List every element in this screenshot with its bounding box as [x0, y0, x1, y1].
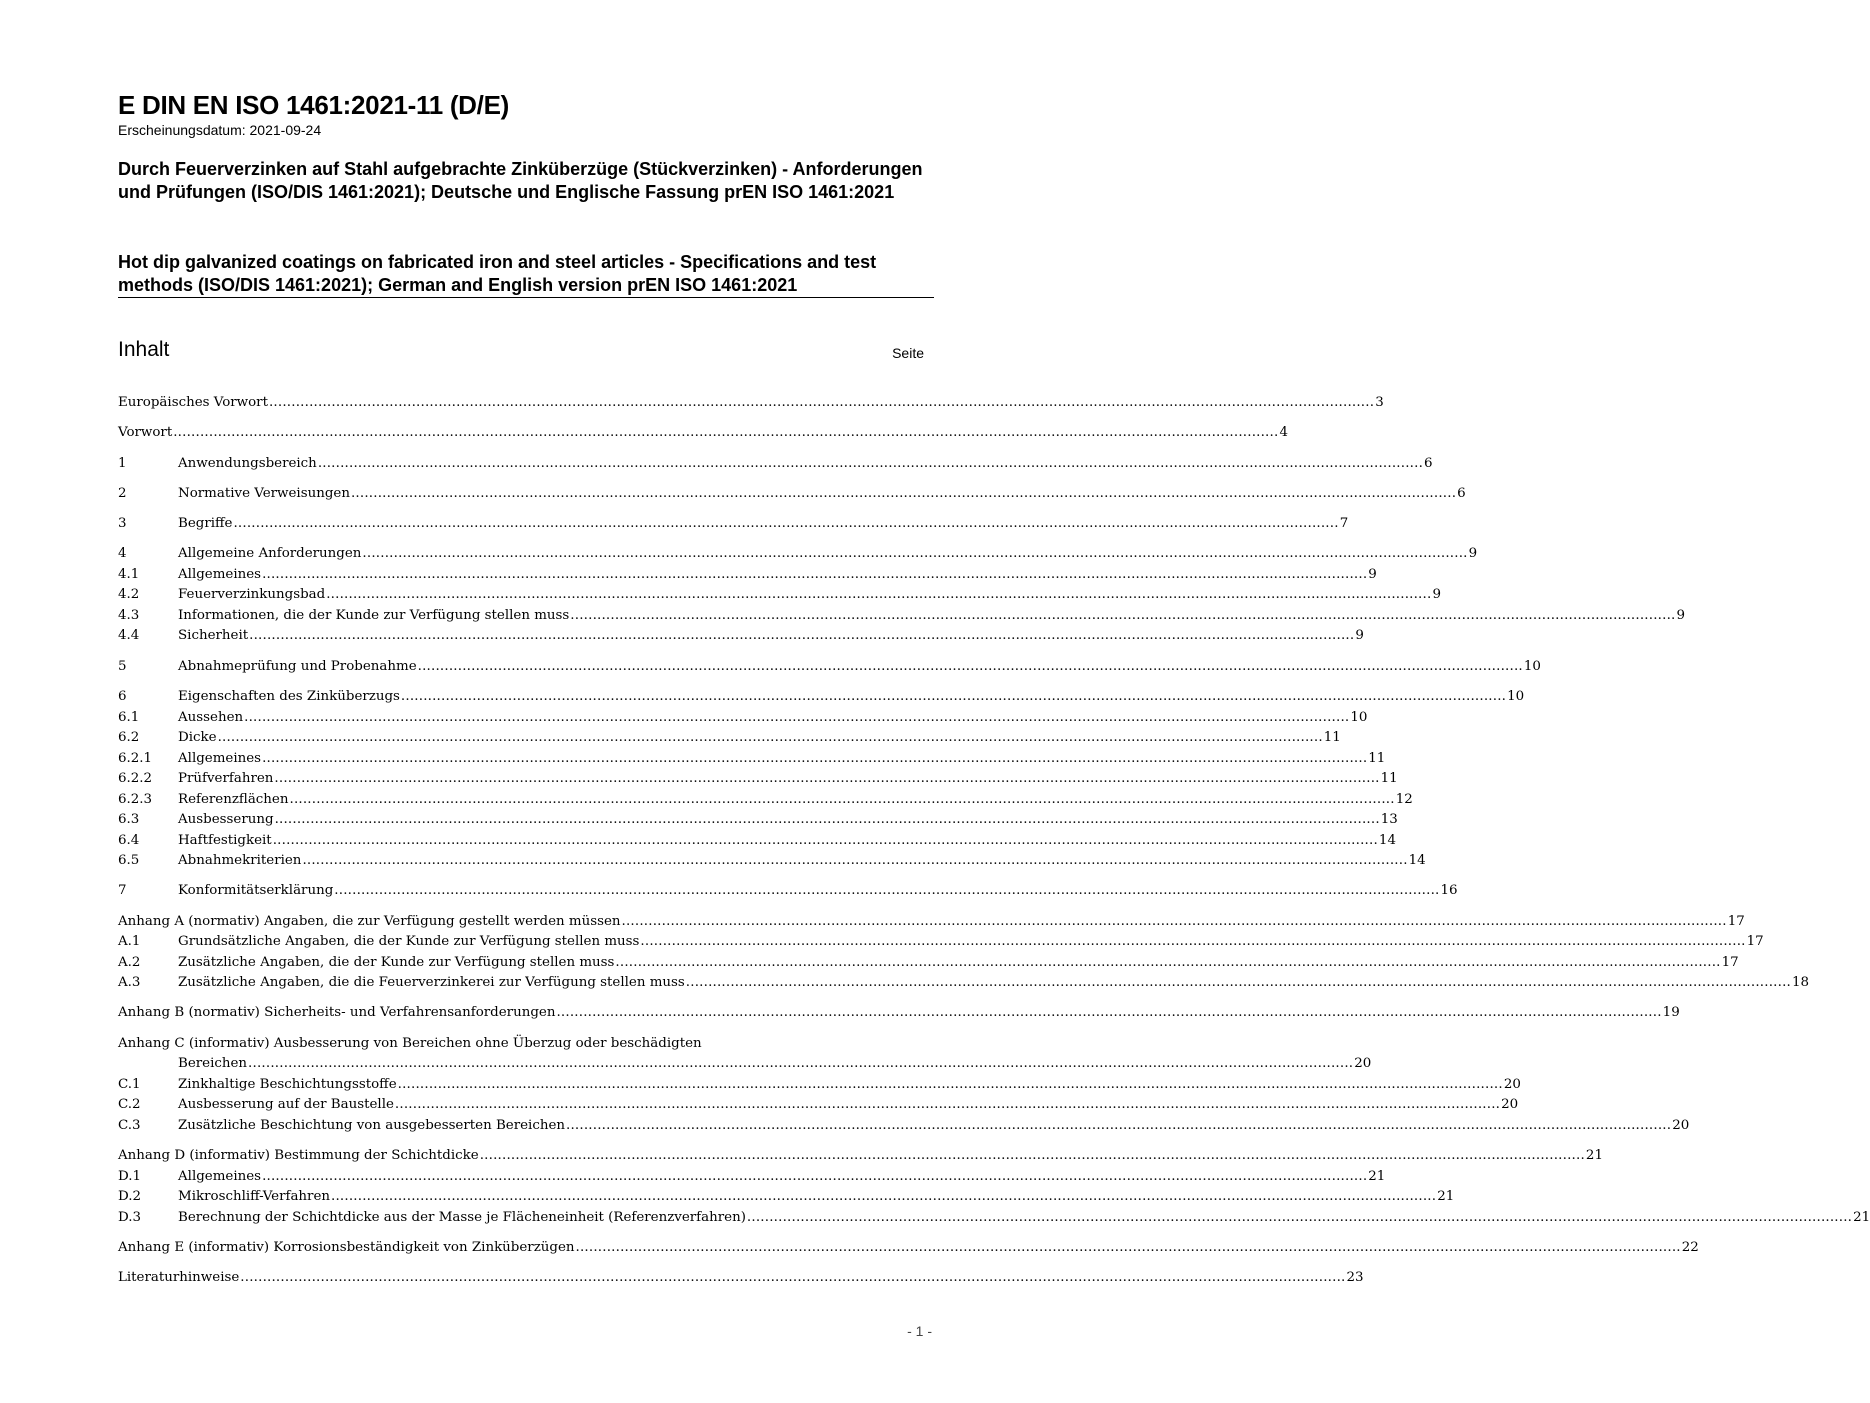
toc-entry[interactable]	[118, 851, 1426, 872]
toc-entry-page: 20	[1672, 1117, 1690, 1133]
toc-dot-leader	[262, 565, 1367, 586]
toc-entry-page: 23	[1346, 1270, 1364, 1286]
toc-entry-number: 4.2	[118, 587, 140, 603]
toc-entry-number: 6.4	[118, 832, 140, 848]
toc-entry-number: A.3	[118, 975, 141, 991]
toc-entry-number: 4	[118, 546, 127, 562]
toc-entry-label: Anhang A (normativ) Angaben, die zur Verfügung gestellt werden müssen	[118, 913, 621, 929]
toc-entry-number: D.2	[118, 1189, 142, 1205]
toc-entry-page: 20	[1354, 1056, 1372, 1072]
toc-entry-label: Informationen, die der Kunde zur Verfügung stellen muss	[178, 607, 570, 623]
toc-entry[interactable]	[118, 514, 1349, 535]
toc-entry-page: 6	[1457, 485, 1466, 501]
toc-entry-number: 6.2.2	[118, 771, 153, 787]
toc-entry[interactable]	[118, 585, 1441, 606]
toc-entry-label: Abnahmeprüfung und Probenahme	[178, 658, 417, 674]
toc-dot-leader	[622, 912, 1727, 933]
toc-entry-page: 9	[1468, 546, 1478, 562]
page-column-label: Seite	[892, 345, 924, 361]
toc-entry-page: 11	[1368, 750, 1386, 766]
toc-entry[interactable]	[118, 769, 1398, 790]
toc-entry[interactable]	[118, 657, 1541, 678]
toc-dot-leader	[395, 1095, 1500, 1116]
toc-dot-leader	[686, 973, 1791, 994]
toc-entry[interactable]	[118, 1116, 1690, 1137]
toc-entry-label: Konformitätserklärung	[178, 883, 334, 899]
toc-entry-number: 4.4	[118, 628, 140, 644]
toc-entry[interactable]	[118, 393, 1384, 414]
toc-entry-label: Normative Verweisungen	[178, 485, 350, 501]
toc-entry[interactable]	[118, 790, 1413, 811]
toc-dot-leader	[334, 881, 1439, 902]
toc-heading: Inhalt	[118, 338, 170, 361]
toc-entry-page: 21	[1368, 1168, 1386, 1184]
toc-entry[interactable]	[118, 544, 1478, 565]
toc-entry-label: Vorwort	[118, 425, 173, 441]
toc-entry[interactable]	[118, 932, 1764, 953]
toc-dot-leader	[274, 769, 1379, 790]
toc-dot-leader	[249, 626, 1354, 647]
toc-entry-page: 9	[1368, 566, 1377, 582]
toc-entry-page: 19	[1662, 1005, 1680, 1021]
toc-entry-number: 4.1	[118, 566, 140, 582]
toc-entry-page: 12	[1395, 791, 1413, 807]
toc-entry-label: Berechnung der Schichtdicke aus der Masse je Flächeneinheit (Referenzverfahren)	[178, 1209, 746, 1225]
toc-entry-label: Anhang C (informativ) Ausbesserung von Bereichen ohne Überzug oder beschädigten	[118, 1035, 702, 1051]
toc-entry-label: Eigenschaften des Zinküberzugs	[178, 689, 400, 705]
toc-entry[interactable]	[118, 953, 1739, 974]
toc-entry-label: Zusätzliche Angaben, die der Kunde zur Verfügung stellen muss	[178, 954, 615, 970]
page-number: - 1 -	[907, 1323, 932, 1339]
toc-entry-number: C.2	[118, 1097, 141, 1113]
toc-entry-label: Allgemeine Anforderungen	[178, 546, 362, 562]
toc-entry-number: 2	[118, 485, 127, 501]
toc-entry-page: 9	[1432, 587, 1441, 603]
toc-entry-page: 14	[1378, 832, 1396, 848]
toc-entry-number: 4.3	[118, 607, 140, 623]
toc-entry-page: 21	[1853, 1209, 1870, 1225]
toc-dot-leader	[326, 585, 1431, 606]
toc-entry[interactable]	[118, 1034, 930, 1055]
toc-entry-number: 6.5	[118, 853, 140, 869]
toc-entry[interactable]	[118, 1208, 1870, 1229]
toc-entry-page: 18	[1792, 975, 1810, 991]
toc-dot-leader	[398, 1075, 1503, 1096]
toc-entry-page: 13	[1380, 812, 1398, 828]
toc-entry-page: 14	[1408, 853, 1426, 869]
toc-entry-number: C.3	[118, 1117, 141, 1133]
toc-entry-page: 10	[1507, 689, 1525, 705]
toc-entry-page: 20	[1503, 1076, 1521, 1092]
toc-entry-label: Abnahmekriterien	[178, 853, 302, 869]
toc-dot-leader	[480, 1146, 1585, 1167]
toc-entry-label: Literaturhinweise	[118, 1270, 240, 1286]
toc-entry[interactable]	[118, 881, 1458, 902]
toc-entry-label: Begriffe	[178, 516, 233, 532]
toc-dot-leader	[576, 1238, 1681, 1259]
toc-entry-label: Anhang B (normativ) Sicherheits- und Verfahrensanforderungen	[118, 1005, 556, 1021]
toc-entry-page: 6	[1424, 455, 1433, 471]
toc-dot-leader	[556, 1003, 1661, 1024]
toc-entry-page: 17	[1746, 934, 1764, 950]
publication-date: Erscheinungsdatum: 2021-09-24	[118, 122, 322, 138]
toc-entry-number: 6.3	[118, 812, 140, 828]
toc-entry-label: Allgemeines	[178, 750, 262, 766]
toc-entry-number: D.3	[118, 1209, 142, 1225]
toc-entry-label: Dicke	[178, 730, 217, 746]
toc-entry-number: 6.2	[118, 730, 140, 746]
toc-entry-page: 10	[1523, 658, 1541, 674]
toc-entry-page: 20	[1501, 1097, 1519, 1113]
toc-entry[interactable]	[118, 973, 1810, 994]
toc-dot-leader	[173, 423, 1278, 444]
toc-entry-number: 7	[118, 883, 127, 899]
toc-entry-page: 21	[1585, 1148, 1603, 1164]
toc-entry-number: D.1	[118, 1168, 142, 1184]
toc-entry-label: Zinkhaltige Beschichtungsstoffe	[178, 1076, 397, 1092]
toc-entry[interactable]	[118, 454, 1433, 475]
toc-entry-label: Feuerverzinkungsbad	[178, 587, 326, 603]
toc-entry-page: 7	[1339, 516, 1349, 532]
toc-dot-leader	[218, 728, 1323, 749]
toc-entry-label: Ausbesserung auf der Baustelle	[178, 1097, 394, 1113]
toc-entry-number: C.1	[118, 1076, 141, 1092]
toc-entry[interactable]	[118, 1268, 1364, 1289]
toc-dot-leader	[566, 1116, 1671, 1137]
toc-dot-leader	[418, 657, 1523, 678]
toc-entry-page: 9	[1355, 628, 1364, 644]
toc-entry-number: 6.2.1	[118, 750, 153, 766]
toc-dot-leader	[269, 393, 1374, 414]
toc-entry[interactable]	[118, 565, 1377, 586]
toc-entry-page: 22	[1681, 1239, 1699, 1255]
toc-dot-leader	[570, 606, 1675, 627]
toc-entry-label: Referenzflächen	[178, 791, 289, 807]
title-english: Hot dip galvanized coatings on fabricated iron and steel articles - Specifications and test methods (ISO/DIS 1461:2021); German and English version prEN ISO 1461:2021	[118, 252, 877, 295]
toc-entry-page: 11	[1380, 771, 1398, 787]
toc-entry-page: 17	[1721, 954, 1739, 970]
toc-dot-leader	[331, 1187, 1436, 1208]
title-divider	[118, 297, 934, 298]
toc-entry[interactable]	[118, 831, 1396, 852]
toc-entry-number: 1	[118, 455, 127, 471]
document-id: E DIN EN ISO 1461:2021-11 (D/E)	[118, 90, 509, 120]
toc-entry-number: A.1	[118, 934, 141, 950]
toc-dot-leader	[289, 790, 1394, 811]
toc-entry-label: Zusätzliche Angaben, die die Feuerverzinkerei zur Verfügung stellen muss	[178, 975, 685, 991]
toc-entry-page: 9	[1676, 607, 1686, 623]
toc-entry-label: Grundsätzliche Angaben, die der Kunde zur Verfügung stellen muss	[178, 934, 640, 950]
toc-entry[interactable]	[118, 912, 1745, 933]
toc-entry-page: 4	[1279, 425, 1288, 441]
toc-dot-leader	[262, 1167, 1367, 1188]
toc-entry-label: Zusätzliche Beschichtung von ausgebesserten Bereichen	[178, 1117, 565, 1133]
toc-entry[interactable]	[118, 1146, 1603, 1167]
toc-dot-leader	[640, 932, 1745, 953]
toc-entry[interactable]	[118, 606, 1686, 627]
toc-entry-label: Anhang D (informativ) Bestimmung der Schichtdicke	[118, 1148, 479, 1164]
toc-dot-leader	[262, 749, 1367, 770]
toc-entry-continuation[interactable]	[118, 1054, 1372, 1075]
toc-dot-leader	[273, 831, 1378, 852]
toc-entry-label: Anhang E (informativ) Korrosionsbeständigkeit von Zinküberzügen	[118, 1239, 575, 1255]
toc-entry-page: 3	[1375, 395, 1384, 410]
toc-entry-number: 6	[118, 689, 127, 705]
toc-dot-leader	[401, 687, 1506, 708]
toc-entry-label: Anwendungsbereich	[178, 455, 317, 471]
toc-entry-label: Europäisches Vorwort	[118, 395, 268, 410]
toc-entry-label: Allgemeines	[178, 1168, 262, 1184]
toc-entry-number: A.2	[118, 954, 141, 970]
toc-dot-leader	[351, 484, 1456, 505]
toc-dot-leader	[615, 953, 1720, 974]
toc-entry[interactable]	[118, 810, 1398, 831]
toc-entry[interactable]	[118, 1003, 1680, 1024]
toc-entry[interactable]	[118, 749, 1386, 770]
toc-dot-leader	[318, 454, 1423, 475]
toc-dot-leader	[248, 1054, 1353, 1075]
title-german: Durch Feuerverzinken auf Stahl aufgebrachte Zinküberzüge (Stückverzinken) - Anforderungen und Prüfungen (ISO/DIS 1461:2021); Deutsche und Englische Fassung prEN ISO 1461:2021	[118, 159, 923, 202]
toc-entry-number: 5	[118, 658, 127, 674]
toc-entry[interactable]	[118, 708, 1368, 729]
toc-entry[interactable]	[118, 1238, 1699, 1259]
toc-entry-number: 3	[118, 516, 127, 532]
toc-dot-leader	[362, 544, 1467, 565]
toc-dot-leader	[240, 1268, 1345, 1289]
toc-entry-number: 6.1	[118, 709, 140, 725]
toc-entry-page: 21	[1437, 1189, 1455, 1205]
toc-entry-label: Ausbesserung	[178, 812, 274, 828]
toc-entry-page: 16	[1440, 883, 1458, 899]
toc-dot-leader	[302, 851, 1407, 872]
toc-entry-label-continued: Bereichen	[178, 1056, 248, 1072]
toc-entry-label: Aussehen	[178, 709, 244, 725]
toc-entry-page: 10	[1350, 709, 1368, 725]
toc-entry[interactable]	[118, 626, 1364, 647]
toc-entry-number: 6.2.3	[118, 791, 153, 807]
toc-entry[interactable]	[118, 1095, 1519, 1116]
toc-entry[interactable]	[118, 423, 1288, 444]
toc-entry[interactable]	[118, 687, 1525, 708]
toc-entry-label: Allgemeines	[178, 566, 262, 582]
toc-entry[interactable]	[118, 1075, 1521, 1096]
toc-entry[interactable]	[118, 1187, 1455, 1208]
toc-entry-page: 11	[1323, 730, 1341, 746]
toc-dot-leader	[244, 708, 1349, 729]
toc-entry-label: Sicherheit	[178, 628, 249, 644]
toc-entry-page: 17	[1727, 913, 1745, 929]
toc-entry[interactable]	[118, 728, 1341, 749]
toc-entry-label: Prüfverfahren	[178, 771, 274, 787]
toc-entry[interactable]	[118, 1167, 1386, 1188]
toc-dot-leader	[747, 1208, 1852, 1229]
toc-entry[interactable]	[118, 484, 1466, 505]
toc-dot-leader	[233, 514, 1338, 535]
toc-entry-label: Haftfestigkeit	[178, 832, 272, 848]
table-of-contents	[118, 393, 1870, 1289]
toc-dot-leader	[275, 810, 1380, 831]
toc-entry-label: Mikroschliff-Verfahren	[178, 1189, 330, 1205]
